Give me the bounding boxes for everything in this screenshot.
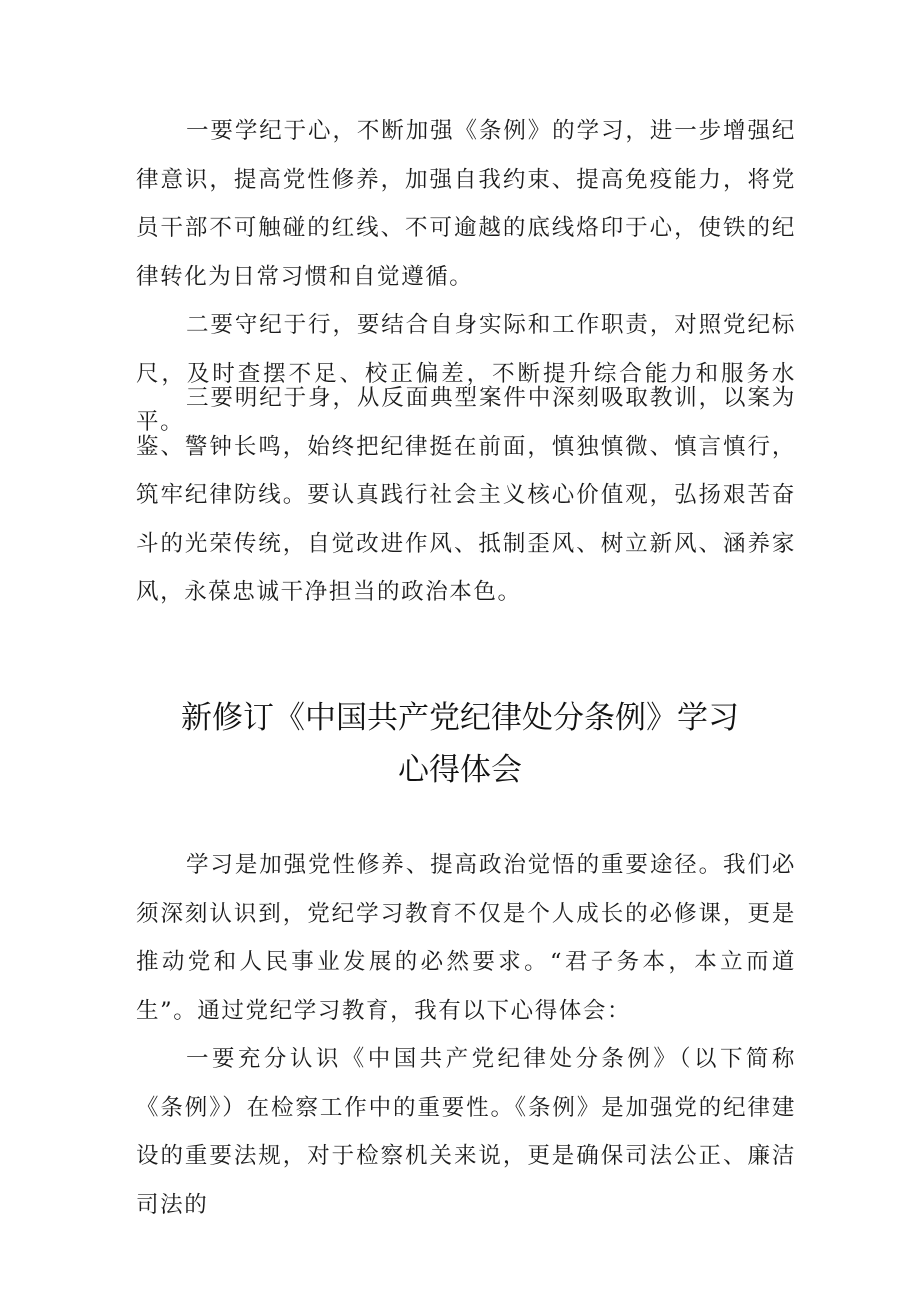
title-line-2: 心得体会	[398, 752, 522, 788]
document-title	[100, 692, 820, 796]
paragraph-keep-discipline-in-action: 二要守纪于行，要结合自身实际和工作职责，对照党纪标尺，及时查摆不足、校正偏差，不断提升综合能力和服务水平。	[136, 312, 796, 436]
title-line-1: 新修订《中国共产党纪律处分条例》学习	[181, 700, 739, 736]
paragraph-understand-discipline-in-self: 三要明纪于身，从反面典型案件中深刻吸取教训，以案为鉴、警钟长鸣，始终把纪律挺在前面，慎独慎微、慎言慎行，筑牢纪律防线。要认真践行社会主义核心价值观，弘扬艰苦奋斗的光荣传统，自觉改进作风、抵制歪风、树立新风、涵养家风，永葆忠诚干净担当的政治本色。	[136, 385, 796, 606]
paragraph-intro: 学习是加强党性修养、提高政治觉悟的重要途径。我们必须深刻认识到，党纪学习教育不仅是个人成长的必修课，更是推动党和人民事业发展的必然要求。“君子务本，本立而道生”。通过党纪学习教育，我有以下心得体会：	[136, 852, 796, 1024]
paragraph-study-discipline-in-heart: 一要学纪于心，不断加强《条例》的学习，进一步增强纪律意识，提高党性修养，加强自我约束、提高免疫能力，将党员干部不可触碰的红线、不可逾越的底线烙印于心，使铁的纪律转化为日常习惯和自觉遵循。	[136, 118, 796, 290]
paragraph-first-point: 一要充分认识《中国共产党纪律处分条例》（以下简称《条例》）在检察工作中的重要性。《条例》是加强党的纪律建设的重要法规，对于检察机关来说，更是确保司法公正、廉洁司法的	[136, 1046, 796, 1218]
